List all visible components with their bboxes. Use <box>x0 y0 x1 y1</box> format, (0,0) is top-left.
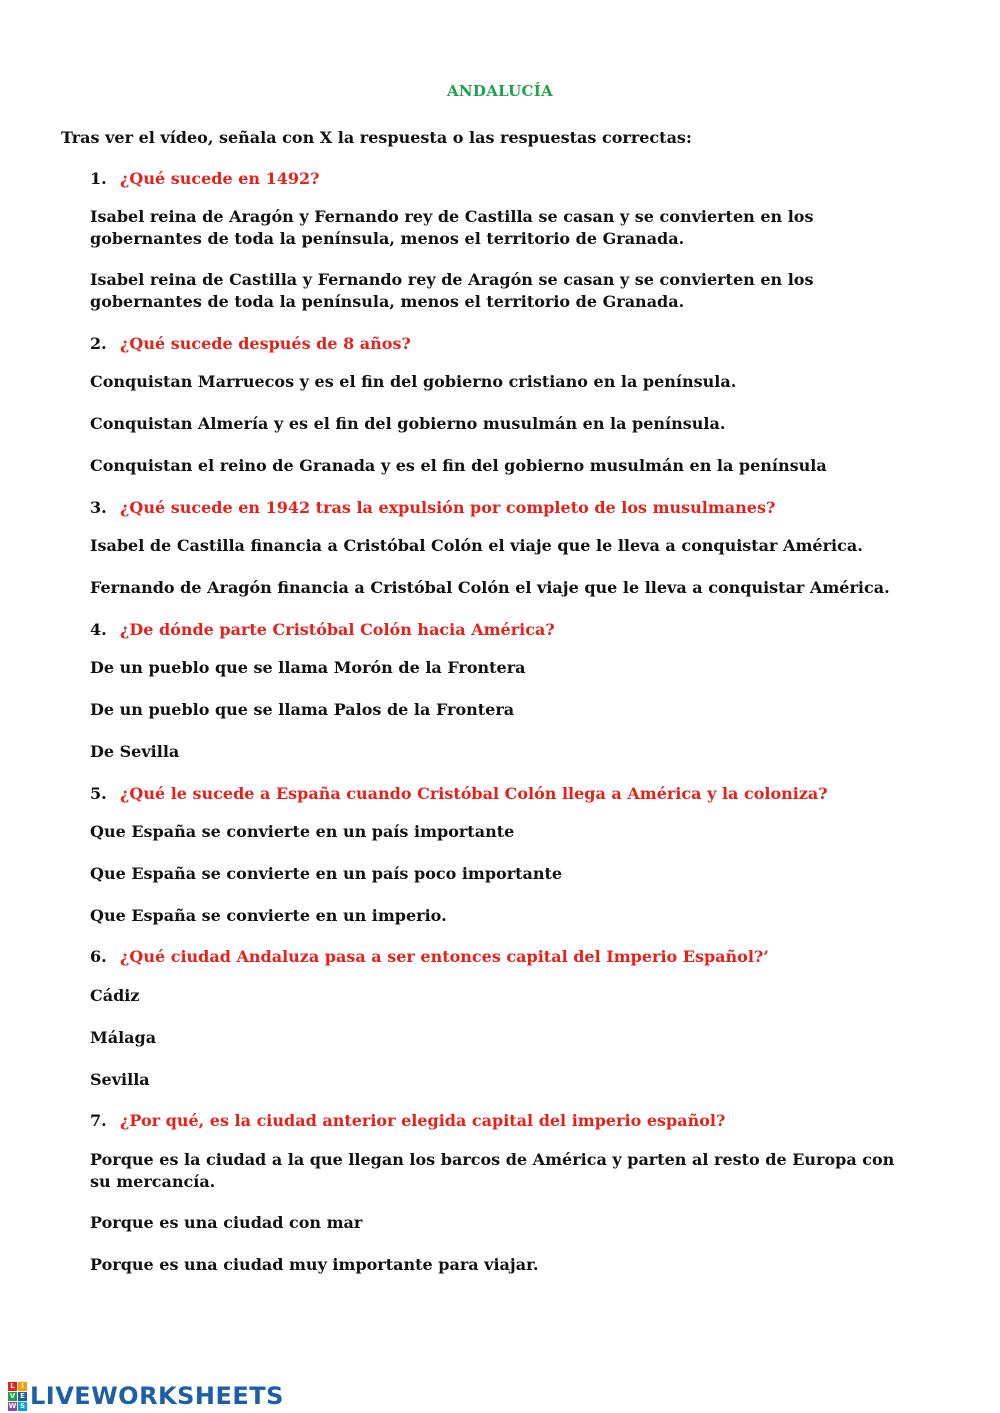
answer-option[interactable]: Isabel reina de Aragón y Fernando rey de Castilla se casan y se convierten en los gobernantes de toda la península, menos el territorio de Granada. <box>90 207 814 248</box>
brand-name: LIVEWORKSHEETS <box>30 1382 284 1410</box>
answer-option[interactable]: De un pueblo que se llama Palos de la Frontera <box>90 700 515 719</box>
logo-block: S <box>19 1401 26 1410</box>
answer-option[interactable]: Fernando de Aragón financia a Cristóbal Colón el viaje que le lleva a conquistar América. <box>90 578 890 597</box>
question-5 <box>90 784 828 803</box>
answer-option[interactable]: Porque es una ciudad muy importante para viajar. <box>90 1255 539 1274</box>
question-number: 2. <box>90 334 107 353</box>
question-text: ¿Qué le sucede a España cuando Cristóbal Colón llega a América y la coloniza? <box>120 784 828 803</box>
logo-block: W <box>8 1401 17 1410</box>
page-title: ANDALUCÍA <box>446 82 554 100</box>
question-1 <box>90 169 319 188</box>
question-number: 3. <box>90 498 107 517</box>
answer-option[interactable]: Que España se convierte en un país importante <box>90 822 515 841</box>
question-text: ¿Qué sucede en 1492? <box>120 169 320 188</box>
question-text: ¿De dónde parte Cristóbal Colón hacia América? <box>120 620 555 639</box>
question-3 <box>90 498 775 517</box>
answer-option[interactable]: Porque es la ciudad a la que llegan los barcos de América y parten al resto de Europa con su mercancía. <box>90 1150 895 1191</box>
question-6 <box>90 947 769 966</box>
instructions: Tras ver el vídeo, señala con X la respuesta o las respuestas correctas: <box>61 128 692 147</box>
question-number: 5. <box>90 784 107 803</box>
question-7 <box>90 1111 725 1130</box>
logo-block: V <box>9 1391 16 1400</box>
answer-option[interactable]: Isabel de Castilla financia a Cristóbal Colón el viaje que le lleva a conquistar América. <box>90 536 863 555</box>
answer-option[interactable]: Málaga <box>90 1028 157 1047</box>
answer-option[interactable]: Conquistan Marruecos y es el fin del gobierno cristiano en la península. <box>90 372 737 391</box>
answer-option[interactable]: Sevilla <box>90 1070 150 1089</box>
question-number: 7. <box>90 1111 107 1130</box>
liveworksheets-logo <box>8 1381 284 1411</box>
answer-option[interactable]: De Sevilla <box>90 742 180 761</box>
answer-option[interactable]: De un pueblo que se llama Morón de la Frontera <box>90 658 526 677</box>
question-number: 1. <box>90 169 107 188</box>
question-text: ¿Qué sucede en 1942 tras la expulsión por completo de los musulmanes? <box>120 498 776 517</box>
question-text: ¿Por qué, es la ciudad anterior elegida capital del imperio español? <box>120 1111 726 1130</box>
answer-option[interactable]: Porque es una ciudad con mar <box>90 1213 363 1232</box>
question-text: ¿Qué ciudad Andaluza pasa a ser entonces capital del Imperio Español?’ <box>120 947 769 966</box>
answer-option[interactable]: Cádiz <box>90 986 140 1005</box>
logo-blocks-icon <box>8 1382 27 1411</box>
question-2 <box>90 334 411 353</box>
answer-option[interactable]: Que España se convierte en un país poco importante <box>90 864 563 883</box>
answer-option[interactable]: Conquistan el reino de Granada y es el fin del gobierno musulmán en la península <box>90 456 827 475</box>
logo-block: L <box>8 1382 17 1391</box>
logo-block: I <box>18 1382 27 1391</box>
answer-option[interactable]: Que España se convierte en un imperio. <box>90 906 447 925</box>
question-number: 6. <box>90 947 107 966</box>
answer-option[interactable]: Conquistan Almería y es el fin del gobierno musulmán en la península. <box>90 414 726 433</box>
question-number: 4. <box>90 620 107 639</box>
logo-block: E <box>18 1392 27 1401</box>
answer-option[interactable]: Isabel reina de Castilla y Fernando rey de Aragón se casan y se convierten en los gobernantes de toda la península, menos el territorio de Granada. <box>90 270 814 311</box>
question-4 <box>90 620 555 639</box>
question-text: ¿Qué sucede después de 8 años? <box>120 334 411 353</box>
